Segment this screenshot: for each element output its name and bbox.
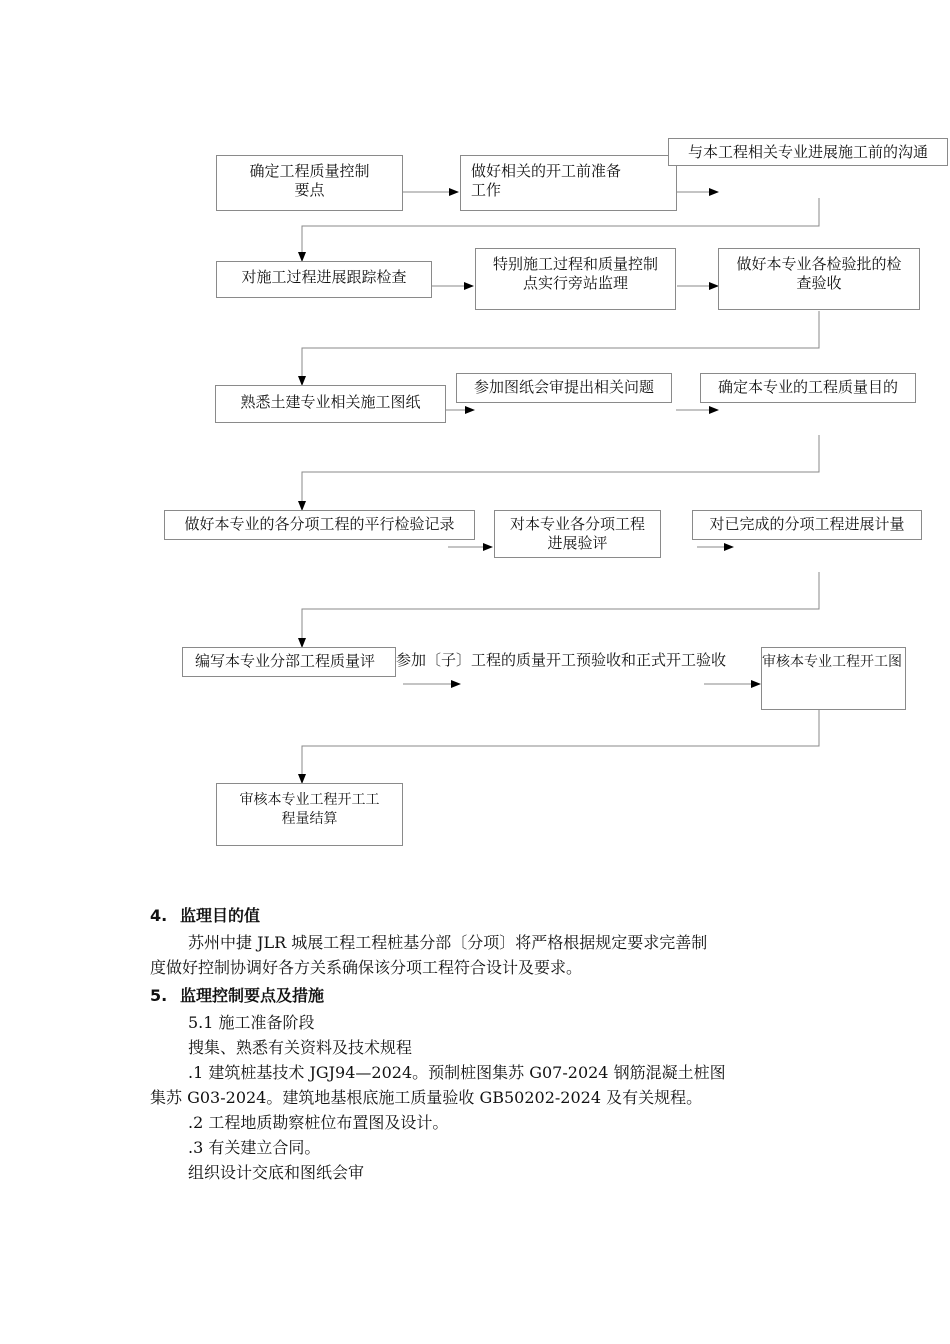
section-5-line-2: 搜集、熟悉有关资料及技术规程 <box>188 1038 413 1057</box>
flow-box-pre-acceptance: 参加〔子〕工程的质量开工预验收和正式开工验收 <box>396 651 727 669</box>
section-5-heading <box>150 983 324 1006</box>
flow-box-drawing-review: 参加图纸会审提出相关问题 <box>456 373 672 403</box>
flow-box-familiarize-drawings: 熟悉土建专业相关施工图纸 <box>215 385 446 423</box>
section-5-line-3: .1 建筑桩基技术 JGJ94—2024。预制桩图集苏 G07-2024 钢筋混凝土桩图 <box>188 1063 726 1082</box>
flow-box-pre-start-preparation: 做好相关的开工前准备 工作 <box>460 155 677 211</box>
section-5-line-1: 5.1 施工准备阶段 <box>188 1013 315 1032</box>
flow-box-quantity-settlement: 审核本专业工程开工工 程量结算 <box>216 783 403 846</box>
flow-box-measurement: 对已完成的分项工程进展计量 <box>692 510 922 540</box>
flow-box-pre-construction-communication: 与本工程相关专业进展施工前的沟通 <box>668 138 948 166</box>
section-5-line-6: .3 有关建立合同。 <box>188 1138 321 1157</box>
flow-box-subitem-evaluation: 对本专业各分项工程 进展验评 <box>494 510 661 558</box>
flow-box-quality-control-points: 确定工程质量控制 要点 <box>216 155 403 211</box>
flow-box-side-station-supervision: 特别施工过程和质量控制 点实行旁站监理 <box>475 248 676 310</box>
section-5-number: 5. <box>150 986 168 1005</box>
section-5-title: 监理控制要点及措施 <box>180 986 325 1005</box>
section-5-line-4: 集苏 G03-2024。建筑地基根底施工质量验收 GB50202-2024 及有关规程。 <box>150 1088 703 1107</box>
flow-box-inspection-lot-acceptance: 做好本专业各检验批的检 查验收 <box>718 248 920 310</box>
section-5-line-7: 组织设计交底和图纸会审 <box>188 1163 365 1182</box>
flow-box-parallel-inspection-records: 做好本专业的各分项工程的平行检验记录 <box>164 510 475 540</box>
section-4-line-1: 苏州中捷 JLR 城展工程工程桩基分部〔分项〕将严格根据规定要求完善制 <box>188 933 708 952</box>
flow-box-quality-evaluation-report: 编写本专业分部工程质量评 <box>182 647 396 677</box>
section-5-line-5: .2 工程地质勘察桩位布置图及设计。 <box>188 1113 449 1132</box>
flow-box-review-start-drawings: 审核本专业工程开工图 <box>761 647 906 710</box>
flow-box-process-tracking-inspection: 对施工过程进展跟踪检查 <box>216 261 432 298</box>
section-4-title: 监理目的值 <box>180 906 261 925</box>
section-4-heading <box>150 903 260 926</box>
section-4-number: 4. <box>150 906 168 925</box>
section-4-line-2: 度做好控制协调好各方关系确保该分项工程符合设计及要求。 <box>150 958 583 977</box>
flow-box-quality-target: 确定本专业的工程质量目的 <box>700 373 916 403</box>
